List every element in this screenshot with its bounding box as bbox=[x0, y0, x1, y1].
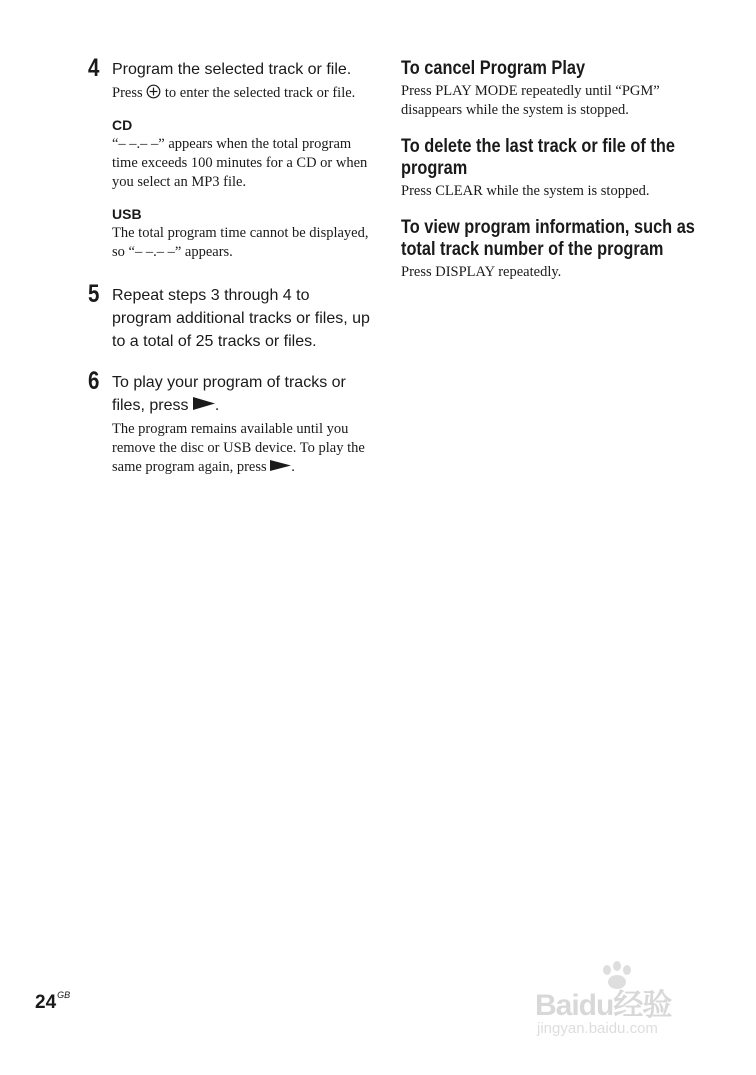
step-6 bbox=[88, 367, 370, 477]
section-view-program-info bbox=[401, 217, 701, 282]
subsection-label-usb: USB bbox=[112, 206, 142, 222]
play-icon bbox=[270, 460, 291, 471]
page-number-value: 24 bbox=[35, 992, 57, 1013]
page-number-suffix: GB bbox=[57, 990, 71, 1000]
section-text: Press PLAY MODE repeatedly until “PGM” disappears while the system is stopped. bbox=[401, 83, 660, 118]
title-prefix: To play your program of tracks or files, press bbox=[112, 374, 346, 414]
body-suffix: . bbox=[291, 459, 295, 475]
step-5 bbox=[88, 280, 370, 353]
page-number bbox=[35, 990, 70, 1014]
step-number: 6 bbox=[88, 367, 100, 395]
watermark-url: jingyan.baidu.com bbox=[537, 1020, 658, 1037]
step-body bbox=[112, 420, 370, 477]
section-delete-last-track bbox=[401, 136, 701, 201]
title-suffix: . bbox=[214, 397, 220, 414]
body-prefix: Press bbox=[112, 85, 143, 101]
left-column bbox=[88, 54, 370, 493]
section-text: Press CLEAR while the system is stopped. bbox=[401, 183, 650, 199]
step-title bbox=[112, 371, 370, 417]
step-body bbox=[112, 84, 370, 103]
circle-plus-icon bbox=[146, 84, 161, 99]
section-heading: To cancel Program Play bbox=[401, 58, 586, 79]
watermark bbox=[535, 960, 715, 1050]
subsection-label-cd: CD bbox=[112, 117, 133, 133]
step-number: 4 bbox=[88, 54, 100, 82]
watermark-brand: Baidu经验 bbox=[535, 989, 672, 1022]
right-column bbox=[401, 58, 701, 298]
step-title: Program the selected track or file. bbox=[112, 61, 352, 78]
subsection-text-usb: The total program time cannot be displayed, so “– –.– –” appears. bbox=[112, 225, 369, 260]
step-title: Repeat steps 3 through 4 to program additional tracks or files, up to a total of 25 tracks or files. bbox=[112, 287, 370, 350]
section-heading: To view program information, such as total track number of the program bbox=[401, 217, 695, 260]
play-icon bbox=[193, 397, 215, 410]
step-4 bbox=[88, 54, 370, 262]
step-number: 5 bbox=[88, 280, 100, 308]
body-suffix: to enter the selected track or file. bbox=[164, 85, 356, 101]
body-prefix: The program remains available until you remove the disc or USB device. To play the same program again, press bbox=[112, 421, 365, 475]
section-heading: To delete the last track or file of the program bbox=[401, 136, 675, 179]
section-text: Press DISPLAY repeatedly. bbox=[401, 264, 562, 280]
section-cancel-program bbox=[401, 58, 701, 120]
subsection-text-cd: “– –.– –” appears when the total program time exceeds 100 minutes for a CD or when you select an MP3 file. bbox=[112, 136, 368, 190]
